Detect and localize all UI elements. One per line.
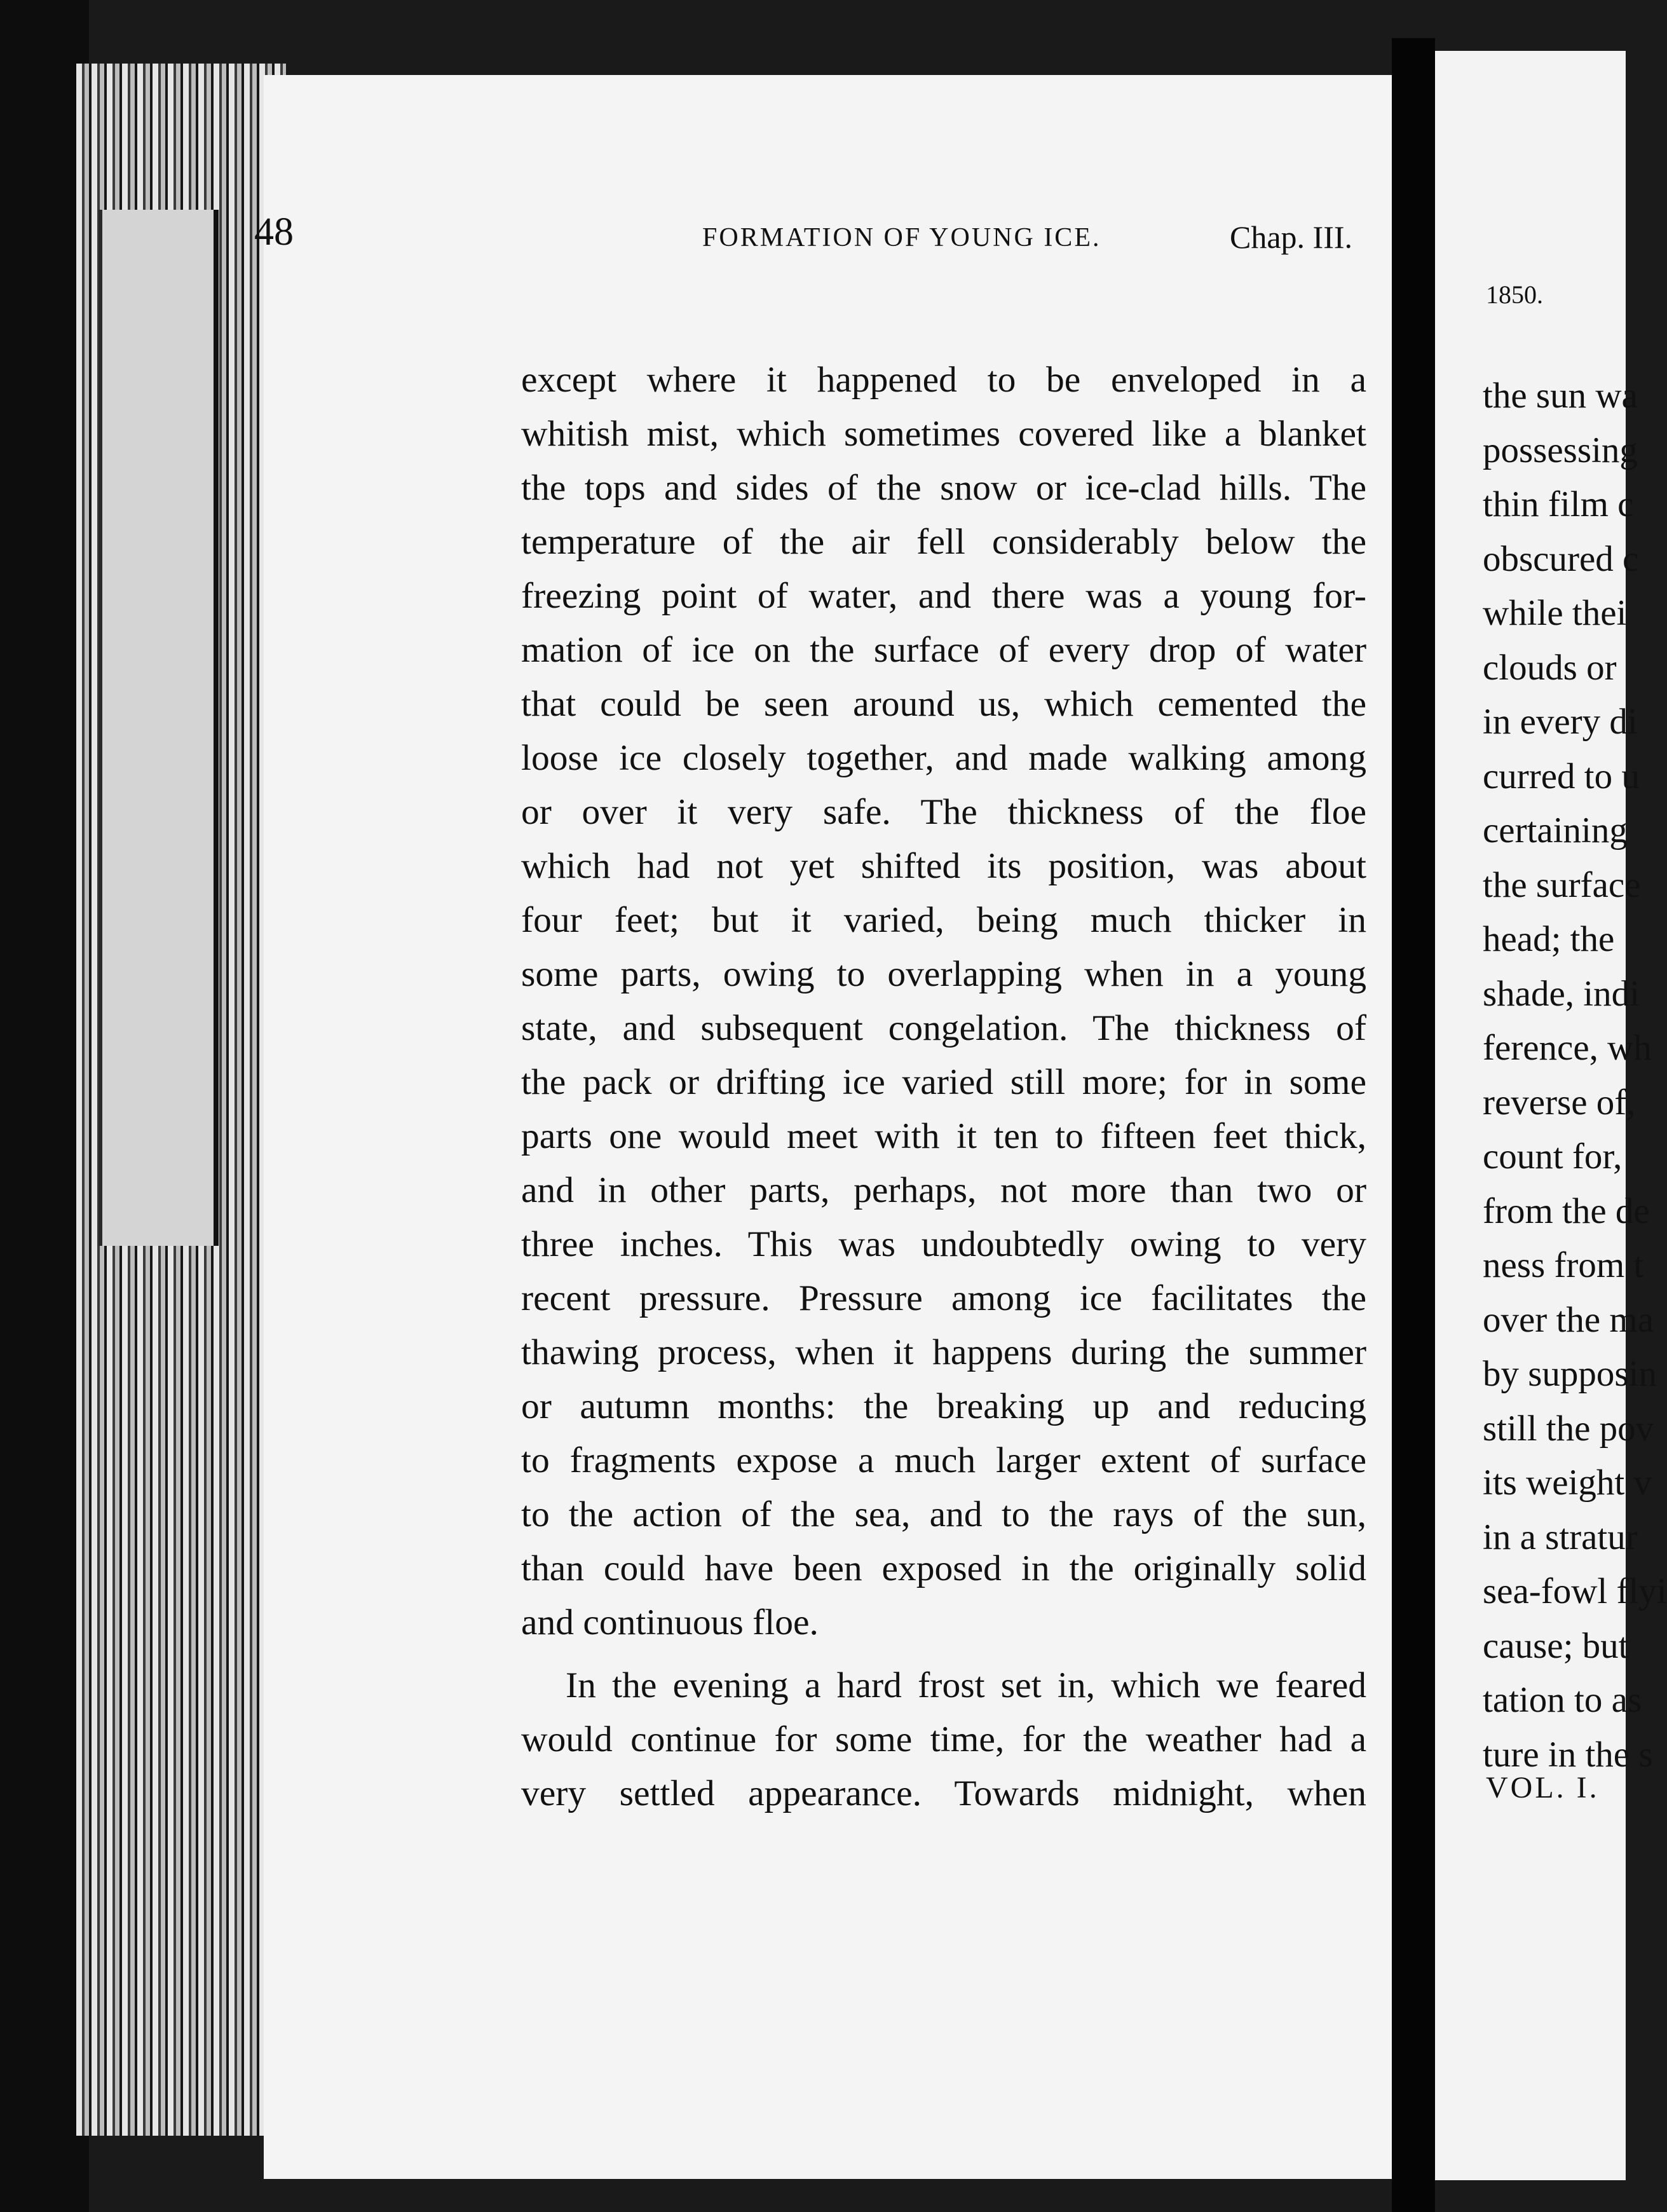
right-page-line: over the ma (1483, 1299, 1654, 1340)
right-page-line: from the de (1483, 1191, 1650, 1231)
right-page-line: shade, indi (1483, 973, 1640, 1014)
text-line: and in other parts, perhaps, not more than two or (521, 1170, 1366, 1210)
right-page-line: sea-fowl flyi (1483, 1571, 1667, 1611)
text-line: parts one would meet with it ten to fifteen feet thick, (521, 1116, 1366, 1156)
text-line: thawing process, when it happens during the summer (521, 1332, 1366, 1372)
right-page-line: obscured c (1483, 538, 1639, 579)
text-line: whitish mist, which sometimes covered like a blanket (521, 414, 1366, 454)
text-line: or autumn months: the breaking up and reducing (521, 1386, 1366, 1426)
right-page-line: in a stratur (1483, 1517, 1638, 1557)
right-page-line: thin film c (1483, 484, 1634, 524)
right-page-line: in every di (1483, 702, 1638, 742)
text-line: to the action of the sea, and to the rays of the sun, (521, 1494, 1366, 1534)
right-page-year: 1850. (1486, 280, 1543, 309)
text-line: very settled appearance. Towards midnight, when (521, 1773, 1366, 1813)
text-line: which had not yet shifted its position, was about (521, 846, 1366, 886)
page-number: 48 (254, 210, 294, 254)
right-page-line: ference, wh (1483, 1028, 1652, 1068)
text-line: mation of ice on the surface of every drop of water (521, 630, 1366, 670)
text-line: some parts, owing to overlapping when in a young (521, 954, 1366, 994)
text-line: that could be seen around us, which cemented the (521, 684, 1366, 724)
right-page-line: cause; but (1483, 1625, 1629, 1666)
left-dark-margin (0, 0, 89, 2212)
text-line: four feet; but it varied, being much thicker in (521, 900, 1366, 940)
right-page-line: ture in the s (1483, 1734, 1653, 1775)
right-page-line: the surface (1483, 864, 1641, 905)
right-page-line: reverse of, (1483, 1082, 1636, 1123)
right-page-line: clouds or (1483, 647, 1617, 688)
right-page (1435, 51, 1667, 2180)
text-line: recent pressure. Pressure among ice facilitates the (521, 1278, 1366, 1318)
text-line: except where it happened to be enveloped in a (521, 360, 1366, 400)
right-page-line: head; the (1483, 919, 1615, 959)
text-line: would continue for some time, for the weather had a (521, 1719, 1366, 1759)
right-page-line: possessing (1483, 430, 1638, 470)
text-line: loose ice closely together, and made walking among (521, 738, 1366, 778)
right-page-line: count for, (1483, 1137, 1623, 1177)
right-page-line: by supposin (1483, 1354, 1657, 1394)
paper-strip (99, 210, 219, 1246)
right-page-line: the sun wa (1483, 376, 1638, 416)
body-text (521, 353, 1366, 1820)
text-line: the tops and sides of the snow or ice-clad hills. The (521, 468, 1366, 508)
right-page-line: still the pov (1483, 1408, 1654, 1449)
text-line: In the evening a hard frost set in, which we feared (566, 1665, 1366, 1705)
book-gutter (1392, 38, 1435, 2212)
text-line: three inches. This was undoubtedly owing to very (521, 1224, 1366, 1264)
text-line: state, and subsequent congelation. The thickness of (521, 1008, 1366, 1048)
right-page-line: curred to u (1483, 756, 1640, 796)
chapter-label: Chap. III. (1230, 219, 1352, 255)
text-line: to fragments expose a much larger extent of surface (521, 1440, 1366, 1480)
right-page-line: its weight v (1483, 1463, 1652, 1503)
text-line: or over it very safe. The thickness of the floe (521, 792, 1366, 832)
right-page-line: ness from t (1483, 1245, 1644, 1285)
right-page-line: certaining (1483, 810, 1628, 850)
right-page-line: tation to as (1483, 1680, 1642, 1720)
text-line: the pack or drifting ice varied still more; for in some (521, 1062, 1366, 1102)
text-line: than could have been exposed in the originally solid (521, 1548, 1366, 1588)
running-title: FORMATION OF YOUNG ICE. (702, 223, 1101, 252)
running-header (0, 210, 1626, 286)
text-line: and continuous floe. (521, 1602, 819, 1642)
text-line: temperature of the air fell considerably below the (521, 522, 1366, 562)
text-line: freezing point of water, and there was a young for- (521, 576, 1366, 616)
right-page-line: while thei (1483, 593, 1627, 633)
right-page-signature: VOL. I. (1486, 1771, 1600, 1805)
